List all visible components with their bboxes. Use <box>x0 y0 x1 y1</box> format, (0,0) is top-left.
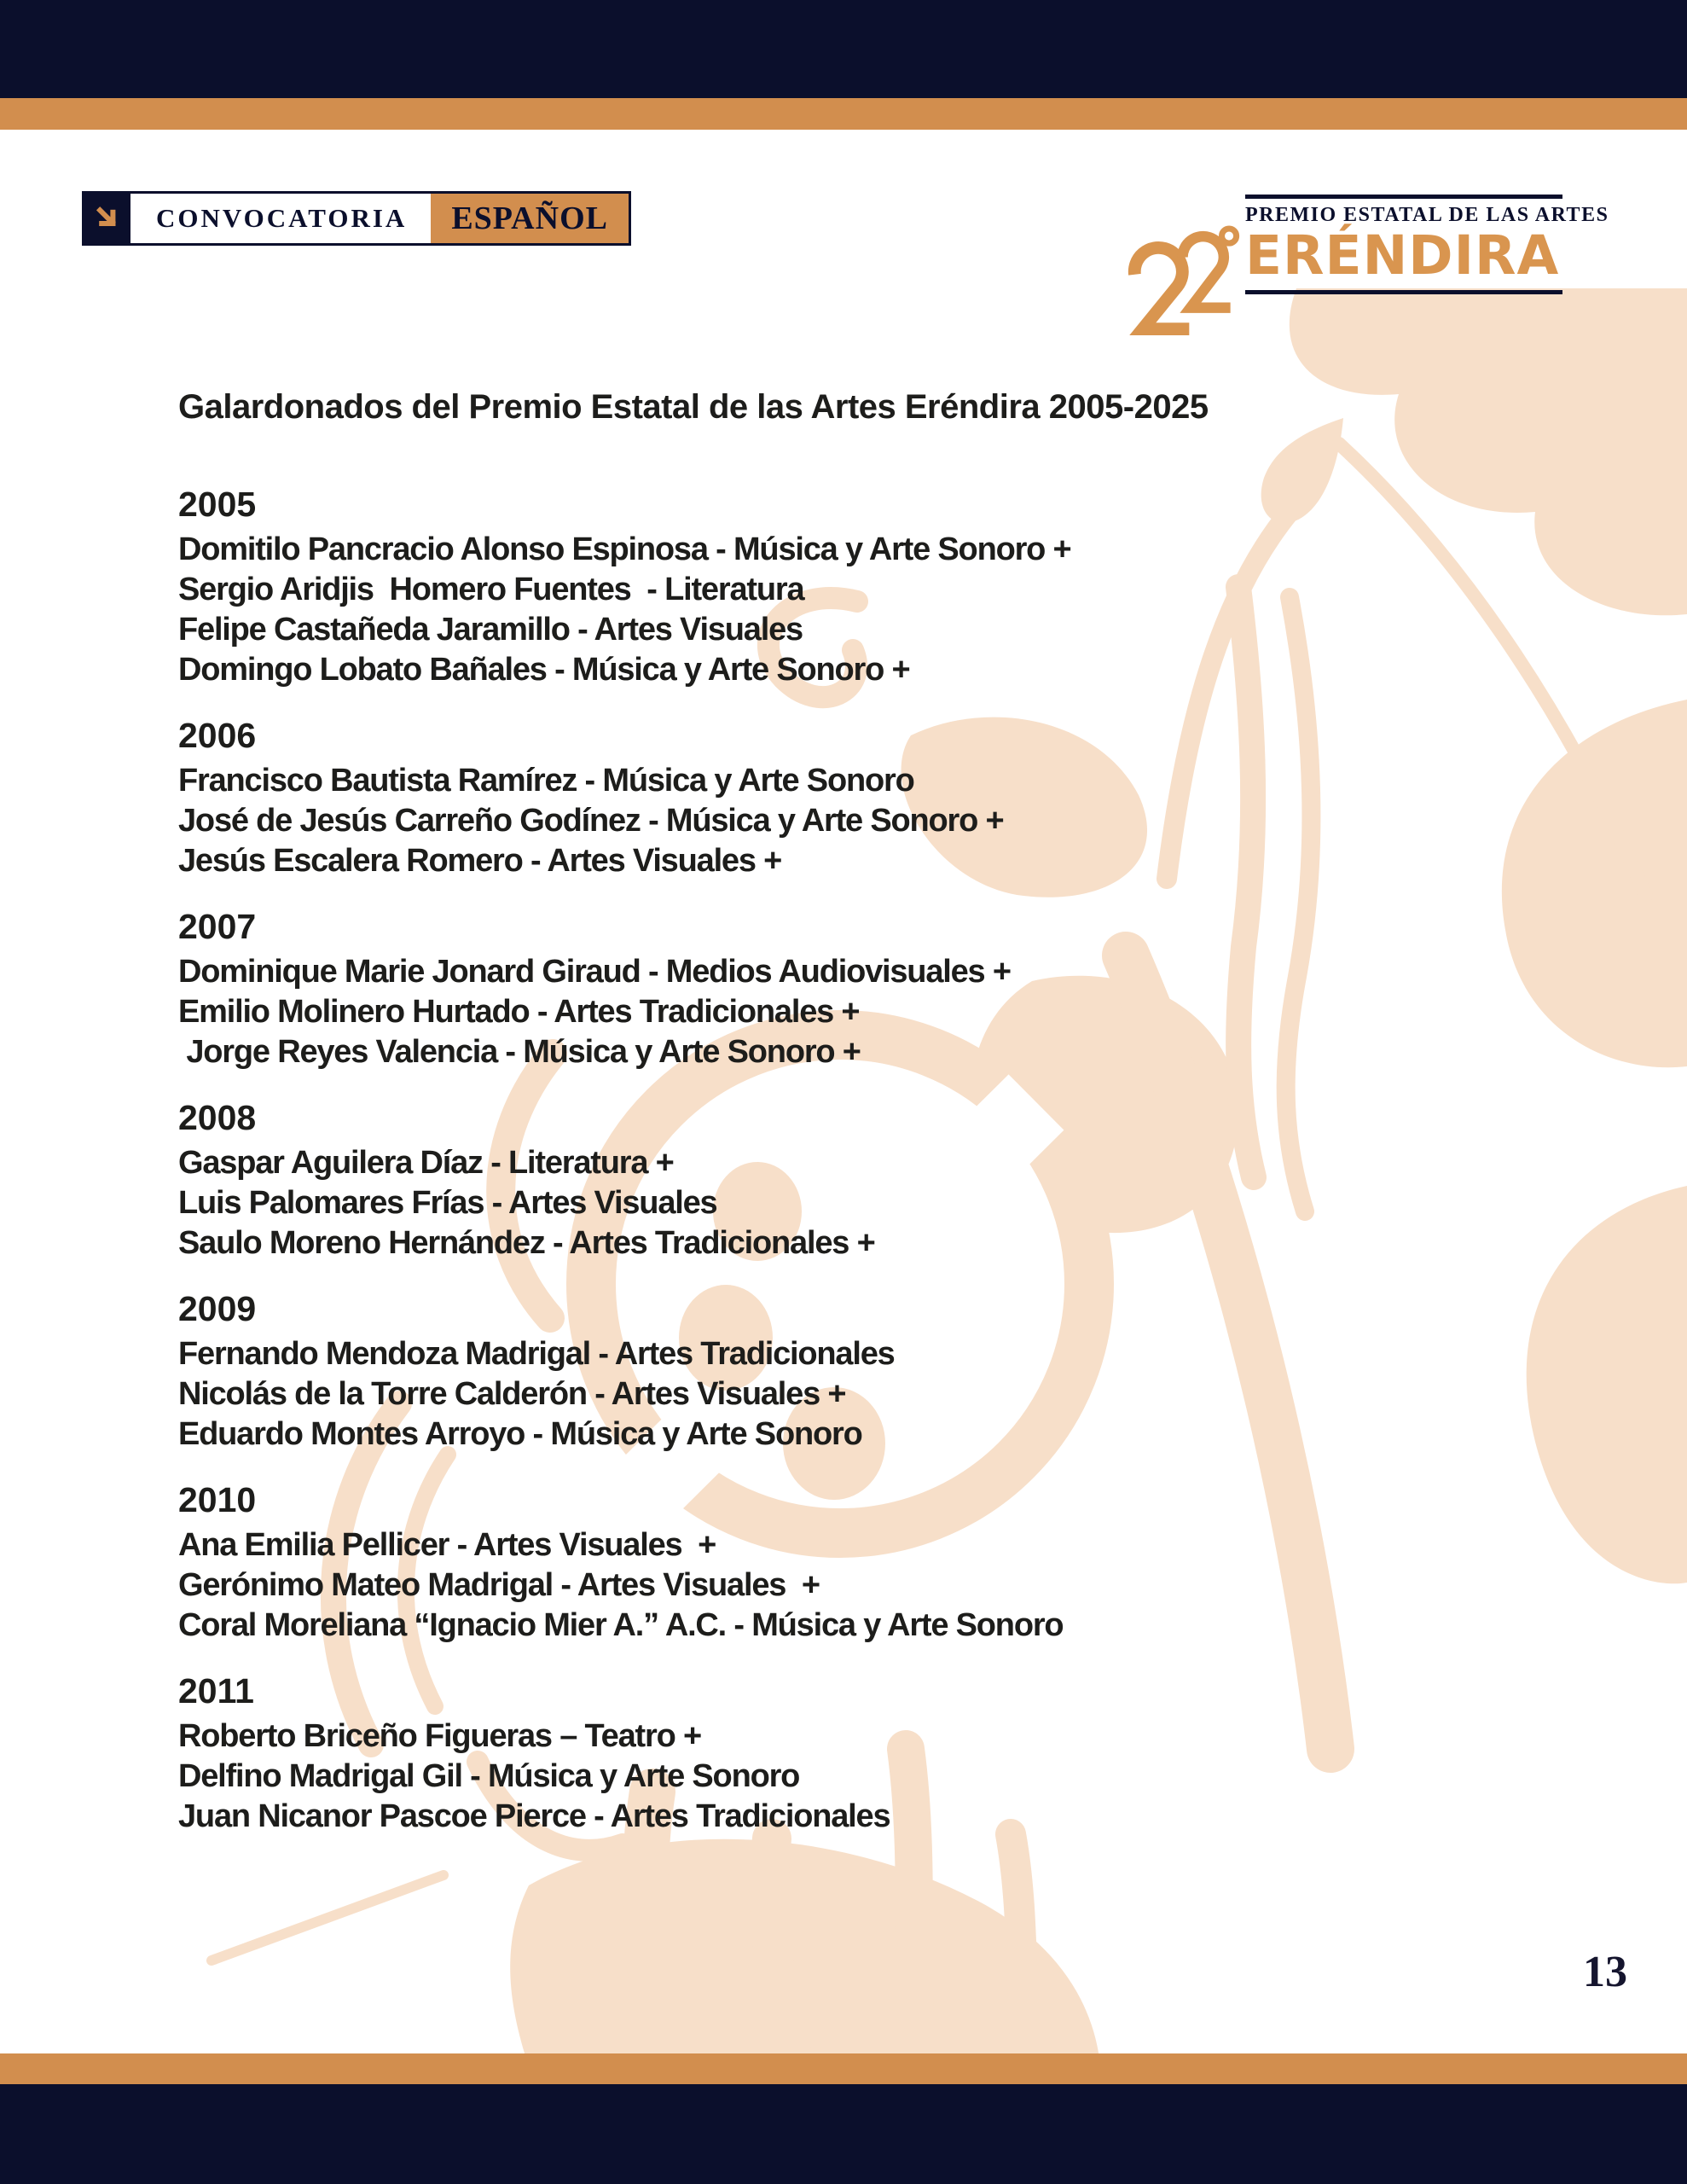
award-entry: Dominique Marie Jonard Giraud - Medios Audiovisuales + <box>178 954 1011 990</box>
premio-erendira-logo <box>1124 195 1609 370</box>
logo-wordmark: ERÉNDIRA <box>1245 224 1560 287</box>
awards-document <box>178 386 1509 1837</box>
bottom-orange-band <box>0 2053 1687 2084</box>
award-entry: Luis Palomares Frías - Artes Visuales <box>178 1185 717 1221</box>
page-number: 13 <box>1583 1948 1627 1996</box>
badge-arrow-cell <box>84 194 130 243</box>
award-entry: Domitilo Pancracio Alonso Espinosa - Música y Arte Sonoro + <box>178 531 1071 567</box>
year-heading: 2005 <box>178 485 257 524</box>
award-entry: Sergio Aridjis Homero Fuentes - Literatura <box>178 572 804 607</box>
year-heading: 2009 <box>178 1289 257 1328</box>
edition-22-mark <box>1124 201 1250 370</box>
year-section <box>178 1671 1509 1837</box>
logo-kicker: PREMIO ESTATAL DE LAS ARTES <box>1245 204 1609 226</box>
award-entry: Gerónimo Mateo Madrigal - Artes Visuales + <box>178 1567 820 1603</box>
badge-primary-label: CONVOCATORIA <box>156 203 408 233</box>
year-section <box>178 1480 1509 1646</box>
year-section <box>178 716 1509 881</box>
year-section <box>178 1098 1509 1263</box>
page-title: Galardonados del Premio Estatal de las Artes Eréndira 2005-2025 <box>178 388 1209 426</box>
award-entry: Coral Moreliana “Ignacio Mier A.” A.C. - Música y Arte Sonoro <box>178 1607 1064 1643</box>
award-entry: Delfino Madrigal Gil - Música y Arte Sonoro <box>178 1758 800 1794</box>
award-entry: Francisco Bautista Ramírez - Música y Arte Sonoro <box>178 763 914 799</box>
award-entry: Saulo Moreno Hernández - Artes Tradicionales + <box>178 1225 875 1261</box>
award-entry: Eduardo Montes Arroyo - Música y Arte Sonoro <box>178 1416 862 1452</box>
award-entry: Domingo Lobato Bañales - Música y Arte Sonoro + <box>178 652 910 688</box>
badge-secondary-cell <box>431 194 629 243</box>
award-entry: Jesús Escalera Romero - Artes Visuales + <box>178 843 782 879</box>
awards-list <box>178 485 1509 1837</box>
award-entry: Ana Emilia Pellicer - Artes Visuales + <box>178 1527 716 1563</box>
award-entry: José de Jesús Carreño Godínez - Música y Arte Sonoro + <box>178 803 1004 839</box>
logo-top-rule <box>1245 195 1562 199</box>
convocatoria-badge <box>82 191 631 246</box>
top-navy-band <box>0 0 1687 98</box>
badge-primary-cell <box>130 194 431 243</box>
award-entry: Juan Nicanor Pascoe Pierce - Artes Tradicionales <box>178 1798 890 1834</box>
award-entry: Emilio Molinero Hurtado - Artes Tradicionales + <box>178 994 860 1030</box>
logo-bottom-rule <box>1245 290 1562 294</box>
logo-text-block <box>1245 195 1609 294</box>
year-section <box>178 485 1509 690</box>
award-entry: Felipe Castañeda Jaramillo - Artes Visuales <box>178 612 803 648</box>
badge-secondary-label: ESPAÑOL <box>451 200 608 236</box>
year-heading: 2010 <box>178 1480 257 1519</box>
arrow-southeast-icon <box>90 201 125 235</box>
year-heading: 2006 <box>178 716 257 755</box>
award-entry: Roberto Briceño Figueras – Teatro + <box>178 1718 701 1754</box>
year-heading: 2007 <box>178 907 257 946</box>
award-entry: Fernando Mendoza Madrigal - Artes Tradicionales <box>178 1336 895 1372</box>
award-entry: Nicolás de la Torre Calderón - Artes Visuales + <box>178 1376 846 1412</box>
year-heading: 2008 <box>178 1098 257 1137</box>
year-section <box>178 907 1509 1072</box>
top-orange-band <box>0 98 1687 130</box>
award-entry: Jorge Reyes Valencia - Música y Arte Sonoro + <box>178 1034 861 1070</box>
year-section <box>178 1289 1509 1455</box>
bottom-navy-band <box>0 2084 1687 2184</box>
award-entry: Gaspar Aguilera Díaz - Literatura + <box>178 1145 674 1181</box>
year-heading: 2011 <box>178 1671 254 1711</box>
